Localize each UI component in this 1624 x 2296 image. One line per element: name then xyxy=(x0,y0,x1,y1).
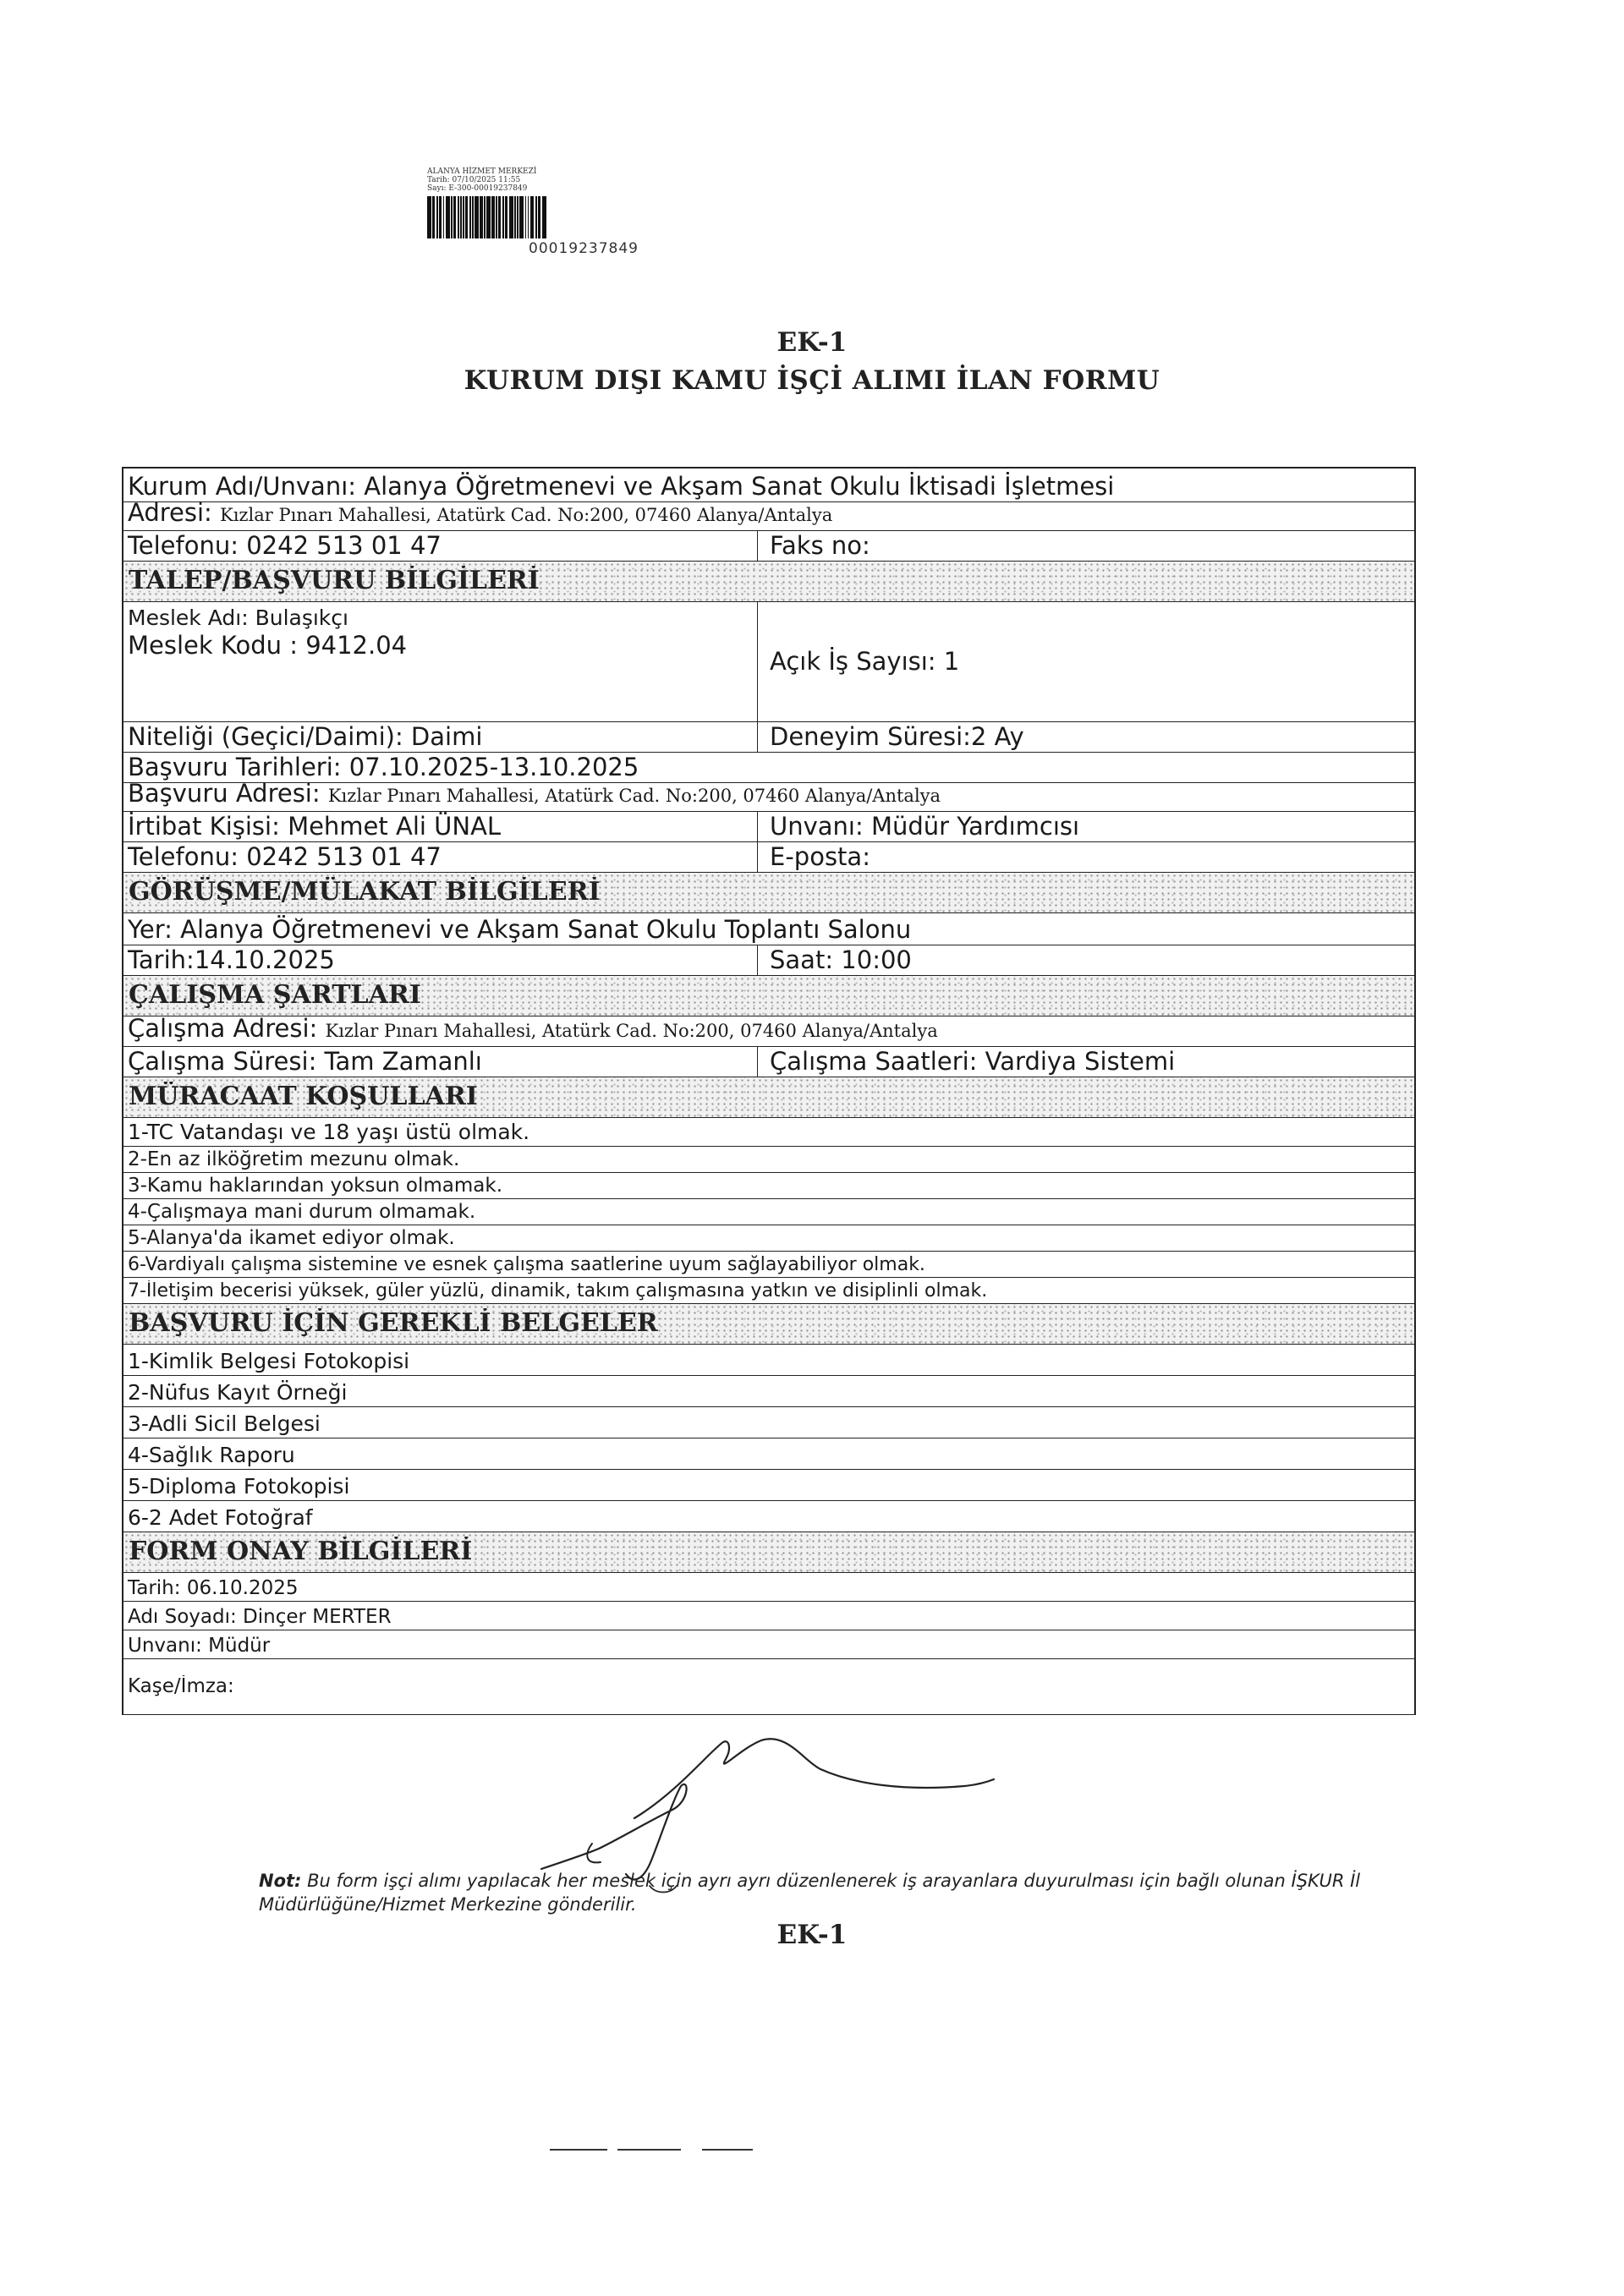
contact-email: E-posta: xyxy=(757,842,1414,872)
application-address-label: Başvuru Adresi: xyxy=(128,779,328,808)
barcode-bar xyxy=(432,196,435,238)
approval-signature-row xyxy=(123,1659,1414,1715)
section-interview-title: GÖRÜŞME/MÜLAKAT BİLGİLERİ xyxy=(129,877,601,907)
contact-person: İrtibat Kişisi: Mehmet Ali ÜNAL xyxy=(128,812,502,841)
barcode-bar xyxy=(463,196,464,238)
contact-row xyxy=(123,812,1414,842)
work-hours-row xyxy=(123,1047,1414,1077)
document-item xyxy=(123,1376,1414,1407)
barcode-bar xyxy=(496,196,497,238)
stamp-office: ALANYA HİZMET MERKEZİ xyxy=(427,167,537,176)
barcode-bar xyxy=(498,196,501,238)
document-text: 4-Sağlık Raporu xyxy=(128,1443,295,1467)
stamp-date: Tarih: 07/10/2025 11:55 xyxy=(427,176,521,184)
barcode-bar xyxy=(451,196,453,238)
barcode-bar xyxy=(514,196,516,238)
requirement-text: 2-En az ilköğretim mezunu olmak. xyxy=(128,1148,460,1170)
profession-row xyxy=(123,602,1414,722)
document-item xyxy=(123,1407,1414,1438)
section-interview xyxy=(123,873,1414,913)
barcode-bar xyxy=(528,196,529,238)
approval-title: Unvanı: Müdür xyxy=(128,1635,271,1657)
document-text: 6-2 Adet Fotoğraf xyxy=(128,1505,313,1530)
requirement-item xyxy=(123,1147,1414,1173)
section-documents-title: BAŞVURU İÇİN GEREKLİ BELGELER xyxy=(129,1308,658,1338)
section-request-title: TALEP/BAŞVURU BİLGİLERİ xyxy=(129,566,540,595)
approval-date: Tarih: 06.10.2025 xyxy=(128,1577,299,1599)
document-item xyxy=(123,1470,1414,1501)
registry-stamp xyxy=(427,167,749,257)
barcode-number: 00019237849 xyxy=(529,240,639,257)
stamp-number: Sayı: E-300-00019237849 xyxy=(427,184,528,193)
approval-name: Adı Soyadı: Dinçer MERTER xyxy=(128,1606,392,1628)
application-address-row xyxy=(123,779,1414,812)
barcode-bar xyxy=(443,196,445,238)
experience: Deneyim Süresi:2 Ay xyxy=(757,722,1414,752)
approval-title-row xyxy=(123,1630,1414,1659)
barcode-bar xyxy=(460,196,462,238)
interview-date: Tarih:14.10.2025 xyxy=(128,945,335,974)
requirement-item xyxy=(123,1199,1414,1225)
barcode-bar xyxy=(542,196,546,238)
profession-code: Meslek Kodu : 9412.04 xyxy=(128,631,408,660)
footer-note xyxy=(259,1869,1384,1916)
application-address-value: Kızlar Pınarı Mahallesi, Atatürk Cad. No:200, 07460 Alanya/Antalya xyxy=(327,786,941,806)
requirement-item xyxy=(123,1118,1414,1147)
barcode-bar xyxy=(535,196,537,238)
barcode-bar xyxy=(439,196,442,238)
requirement-text: 6-Vardiyalı çalışma sistemine ve esnek çalışma saatlerine uyum sağlayabiliyor olmak. xyxy=(128,1254,925,1275)
nature-row xyxy=(123,722,1414,753)
institution-fax: Faks no: xyxy=(757,531,1414,561)
institution-address-value: Kızlar Pınarı Mahallesi, Atatürk Cad. No:200, 07460 Alanya/Antalya xyxy=(220,505,833,525)
institution-name-row xyxy=(123,469,1414,502)
application-address xyxy=(123,779,946,811)
work-address xyxy=(123,1014,943,1046)
barcode-bar xyxy=(480,196,482,238)
barcode-bar xyxy=(530,196,535,238)
section-documents xyxy=(123,1304,1414,1345)
barcode-bar xyxy=(519,196,524,238)
institution-address-label: Adresi: xyxy=(128,498,221,527)
section-request xyxy=(123,562,1414,602)
barcode-bar xyxy=(525,196,527,238)
institution-address xyxy=(123,498,837,530)
barcode-bar xyxy=(484,196,486,238)
barcode-bar xyxy=(469,196,471,238)
barcode-bar xyxy=(486,196,491,238)
approval-date-row xyxy=(123,1573,1414,1602)
work-address-row xyxy=(123,1016,1414,1047)
application-dates: Başvuru Tarihleri: 07.10.2025-13.10.2025 xyxy=(128,753,639,781)
document-item xyxy=(123,1438,1414,1470)
document-text: 5-Diploma Fotokopisi xyxy=(128,1474,350,1499)
profession-cell xyxy=(123,602,757,721)
requirement-text: 3-Kamu haklarından yoksun olmamak. xyxy=(128,1175,503,1197)
section-approval xyxy=(123,1532,1414,1573)
document-text: 2-Nüfus Kayıt Örneği xyxy=(128,1380,348,1405)
barcode-bar xyxy=(465,196,468,238)
job-nature: Niteliği (Geçici/Daimi): Daimi xyxy=(128,722,483,751)
barcode-bar xyxy=(458,196,459,238)
requirement-text: 4-Çalışmaya mani durum olmamak. xyxy=(128,1201,476,1223)
barcode-bar xyxy=(505,196,508,238)
annex-label: EK-1 xyxy=(776,327,848,358)
interview-place: Yer: Alanya Öğretmenevi ve Akşam Sanat Okulu Toplantı Salonu xyxy=(128,915,912,944)
footer-note-label: Not: xyxy=(259,1871,302,1891)
interview-time-row xyxy=(123,945,1414,976)
barcode xyxy=(427,196,749,238)
requirement-text: 1-TC Vatandaşı ve 18 yaşı üstü olmak. xyxy=(128,1120,530,1144)
barcode-bar xyxy=(472,196,474,238)
barcode-bar xyxy=(509,196,513,238)
institution-name: Kurum Adı/Unvanı: Alanya Öğretmenevi ve Akşam Sanat Okulu İktisadi İşletmesi xyxy=(128,472,1115,501)
requirement-item xyxy=(123,1173,1414,1199)
barcode-bar xyxy=(453,196,456,238)
barcode-bar xyxy=(538,196,540,238)
work-address-value: Kızlar Pınarı Mahallesi, Atatürk Cad. No:200, 07460 Alanya/Antalya xyxy=(325,1021,938,1041)
page-mark xyxy=(617,2149,681,2151)
document-text: 1-Kimlik Belgesi Fotokopisi xyxy=(128,1349,410,1373)
barcode-bar xyxy=(436,196,438,238)
institution-address-row xyxy=(123,498,1414,531)
section-requirements xyxy=(123,1077,1414,1118)
approval-signature-label: Kaşe/İmza: xyxy=(128,1674,234,1697)
document-item xyxy=(123,1345,1414,1376)
interview-place-row xyxy=(123,913,1414,945)
work-duration: Çalışma Süresi: Tam Zamanlı xyxy=(128,1047,482,1076)
requirement-item xyxy=(123,1225,1414,1252)
institution-contact-row xyxy=(123,531,1414,562)
section-requirements-title: MÜRACAAT KOŞULLARI xyxy=(129,1082,478,1111)
barcode-bar xyxy=(427,196,431,238)
section-conditions xyxy=(123,976,1414,1016)
footer-note-text: Bu form işçi alımı yapılacak her meslek için ayrı ayrı düzenlenerek iş arayanlara duyurulması için bağlı olunan İŞKUR İl Müdürlüğüne/Hizmet Merkezine gönderilir. xyxy=(259,1871,1361,1915)
section-approval-title: FORM ONAY BİLGİLERİ xyxy=(129,1537,473,1566)
profession-name: Meslek Adı: Bulaşıkçı xyxy=(128,606,348,630)
institution-phone: Telefonu: 0242 513 01 47 xyxy=(128,531,442,560)
contact-title: Unvanı: Müdür Yardımcısı xyxy=(757,812,1414,841)
contact-phone-row xyxy=(123,842,1414,873)
barcode-bar xyxy=(475,196,479,238)
page-mark xyxy=(702,2149,753,2151)
page-mark xyxy=(550,2149,607,2151)
barcode-bar xyxy=(517,196,518,238)
announcement-form xyxy=(122,467,1416,1715)
contact-phone: Telefonu: 0242 513 01 47 xyxy=(128,842,442,871)
requirement-item xyxy=(123,1278,1414,1304)
document-item xyxy=(123,1501,1414,1532)
work-hours: Çalışma Saatleri: Vardiya Sistemi xyxy=(757,1047,1414,1077)
barcode-bar xyxy=(502,196,504,238)
requirement-text: 5-Alanya'da ikamet ediyor olmak. xyxy=(128,1227,455,1249)
open-positions: Açık İş Sayısı: 1 xyxy=(757,602,1414,721)
work-address-label: Çalışma Adresi: xyxy=(128,1014,326,1043)
barcode-bar xyxy=(446,196,450,238)
requirement-text: 7-İletişim becerisi yüksek, güler yüzlü, dinamik, takım çalışmasına yatkın ve disiplinli olmak. xyxy=(128,1280,988,1301)
approval-name-row xyxy=(123,1602,1414,1630)
requirement-item xyxy=(123,1252,1414,1278)
interview-time: Saat: 10:00 xyxy=(757,945,1414,975)
section-conditions-title: ÇALIŞMA ŞARTLARI xyxy=(129,980,421,1010)
page-title: KURUM DIŞI KAMU İŞÇİ ALIMI İLAN FORMU xyxy=(464,365,1160,396)
document-text: 3-Adli Sicil Belgesi xyxy=(128,1411,321,1436)
barcode-bar xyxy=(491,196,494,238)
footer-annex-label: EK-1 xyxy=(776,1920,848,1950)
